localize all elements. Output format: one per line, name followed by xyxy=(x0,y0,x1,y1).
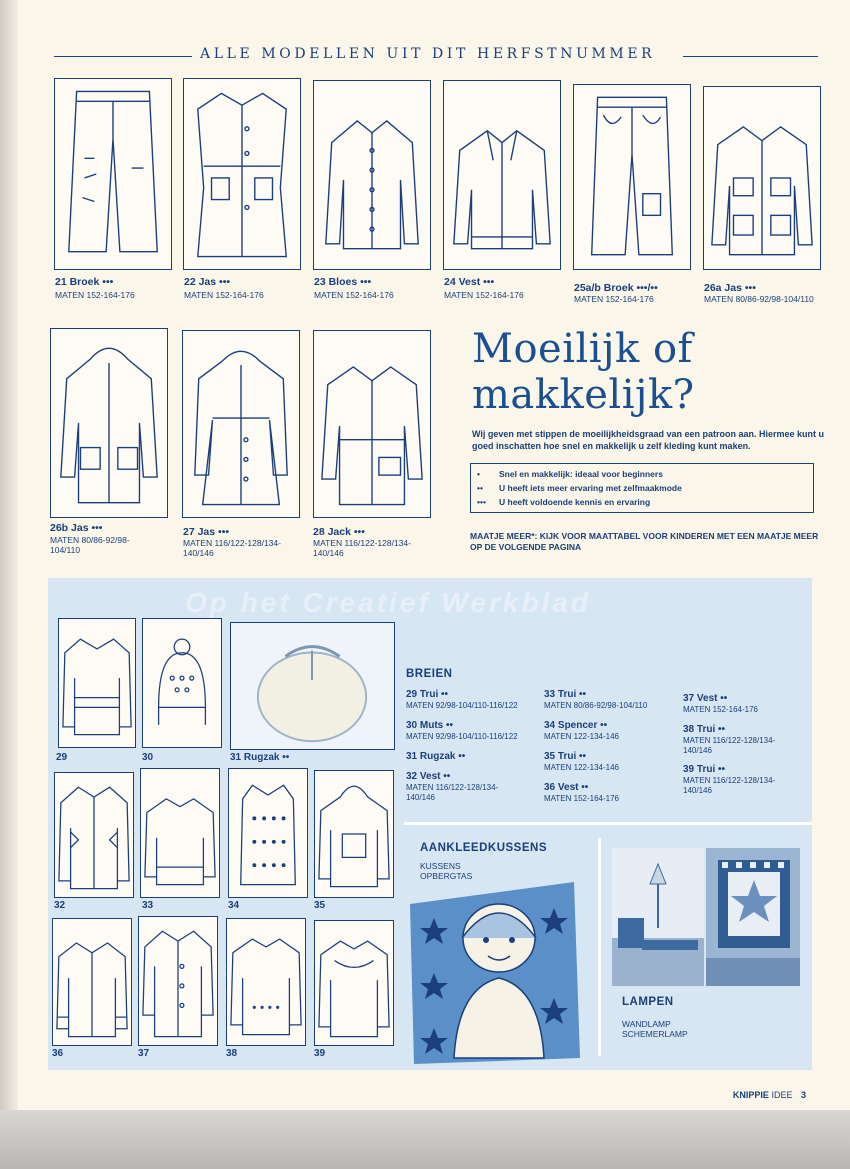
lampen-heading: LAMPEN xyxy=(622,996,674,1008)
long-coat-drawing-icon xyxy=(184,79,300,269)
knit-cardigan-sketch-icon xyxy=(55,773,133,897)
breien-item-30-title: 30 Muts •• xyxy=(406,720,454,731)
lamp-photo-left[interactable] xyxy=(612,848,704,986)
breien-item-36-title: 36 Vest •• xyxy=(544,782,589,793)
model-28-title: 28 Jack ••• xyxy=(313,526,365,538)
creatief-title: Op het Creatief Werkblad xyxy=(185,587,592,618)
model-23-drawing[interactable] xyxy=(313,80,431,270)
star-cushion-photo-icon xyxy=(404,878,584,1066)
breien-item-37-title: 37 Vest •• xyxy=(683,693,728,704)
yoke-sweater-sketch-icon xyxy=(315,921,393,1045)
legend-dots-3: ••• xyxy=(477,497,486,507)
model-22-sizes: MATEN 152-164-176 xyxy=(184,290,264,300)
page-bottom-edge xyxy=(0,1110,850,1169)
thumb-number-31: 31 Rugzak •• xyxy=(230,752,290,763)
breien-item-38-sizes: MATEN 116/122-128/134-140/146 xyxy=(683,736,776,755)
difficulty-legend xyxy=(470,463,814,513)
model-28-drawing[interactable] xyxy=(313,330,431,518)
knit-34-thumb[interactable] xyxy=(228,768,308,898)
model-24-sizes: MATEN 152-164-176 xyxy=(444,290,524,300)
cardigan-drawing-icon xyxy=(444,81,560,269)
breien-item-39-sizes: MATEN 116/122-128/134-140/146 xyxy=(683,776,776,795)
knit-32-thumb[interactable] xyxy=(54,772,134,898)
knit-36-thumb[interactable] xyxy=(52,918,132,1046)
thumb-number-36: 36 xyxy=(52,1048,64,1059)
knit-sweater-sketch-icon xyxy=(141,769,219,897)
knit-35-thumb[interactable] xyxy=(314,770,394,898)
difficulty-heading-line1: Moeilijk of xyxy=(472,326,693,372)
page-footer xyxy=(733,1090,806,1100)
backpack-photo-icon xyxy=(231,623,394,749)
thumb-number-37: 37 xyxy=(138,1048,150,1059)
breien-item-30-sizes: MATEN 92/98-104/110-116/122 xyxy=(406,732,518,741)
knit-hat-sketch-icon xyxy=(143,619,221,747)
knit-38-thumb[interactable] xyxy=(226,918,306,1046)
spencer-sketch-icon xyxy=(229,769,307,897)
panel-divider-vertical xyxy=(598,838,601,1056)
breien-item-37 xyxy=(683,693,793,715)
panel-divider-horizontal xyxy=(404,822,812,825)
knit-29-thumb[interactable] xyxy=(58,618,136,748)
breien-item-39 xyxy=(683,764,793,795)
knit-30-thumb[interactable] xyxy=(142,618,222,748)
model-26a-sizes: MATEN 80/86-92/98-104/110 xyxy=(704,294,814,304)
breien-item-32-sizes: MATEN 116/122-128/134-140/146 xyxy=(406,783,499,802)
thumb-number-29: 29 xyxy=(56,752,68,763)
jeans-drawing-icon xyxy=(574,85,690,269)
breien-item-29 xyxy=(406,689,541,711)
header-rule-right xyxy=(683,56,818,57)
jack-drawing-icon xyxy=(314,331,430,517)
hooded-coat-drawing-icon xyxy=(51,329,167,517)
breien-item-39-title: 39 Trui •• xyxy=(683,764,726,775)
model-27-sizes: MATEN 116/122-128/134-140/146 xyxy=(183,538,281,558)
breien-heading: BREIEN xyxy=(406,668,453,680)
legend-row-3 xyxy=(477,495,807,509)
difficulty-intro: Wij geven met stippen de moeilijkheidsgraad van een patroon aan. Hiermee kunt u goed inschatten hoe snel en makkelijk u zelf kleding kunt maken. xyxy=(472,429,825,451)
header-rule-left xyxy=(54,56,192,57)
aankleed-sub-kussens: KUSSENS xyxy=(420,861,461,871)
legend-text-2: U heeft iets meer ervaring met zelfmaakmode xyxy=(499,483,682,493)
aankleed-heading: AANKLEEDKUSSENS xyxy=(420,842,547,854)
footer-brand: KNIPPIE xyxy=(732,1090,769,1100)
model-25-sizes: MATEN 152-164-176 xyxy=(574,294,654,304)
girls-coat-drawing-icon xyxy=(183,331,299,517)
difficulty-heading xyxy=(472,326,695,418)
model-21-sizes: MATEN 152-164-176 xyxy=(55,290,135,300)
breien-item-31-title: 31 Rugzak •• xyxy=(406,751,466,762)
model-26a-drawing[interactable] xyxy=(703,86,821,270)
lampen-sub-wandlamp: WANDLAMP xyxy=(622,1019,671,1029)
knit-39-thumb[interactable] xyxy=(314,920,394,1046)
star-lampshade-photo-icon xyxy=(706,848,800,986)
breien-item-34-title: 34 Spencer •• xyxy=(544,720,608,731)
thumb-number-30: 30 xyxy=(142,752,154,763)
legend-dots-1: • xyxy=(477,469,480,479)
footer-brand-idee: IDEE xyxy=(771,1090,793,1100)
breien-item-30 xyxy=(406,720,541,742)
wall-lamp-photo-icon xyxy=(612,848,704,986)
model-25-drawing[interactable] xyxy=(573,84,691,270)
model-23-title: 23 Bloes ••• xyxy=(314,276,372,288)
lampen-sub-schemerlamp: SCHEMERLAMP xyxy=(622,1029,688,1039)
breien-item-31 xyxy=(406,751,541,763)
model-21-title: 21 Broek ••• xyxy=(55,276,114,288)
breien-item-37-sizes: MATEN 152-164-176 xyxy=(683,705,758,714)
model-26b-sizes: MATEN 80/86-92/98-104/110 xyxy=(50,535,130,555)
breien-item-33-sizes: MATEN 80/86-92/98-104/110 xyxy=(544,701,648,710)
breien-item-32-title: 32 Vest •• xyxy=(406,771,451,782)
thumb-number-39: 39 xyxy=(314,1048,326,1059)
breien-item-34-sizes: MATEN 122-134-146 xyxy=(544,732,619,741)
legend-dots-2: •• xyxy=(477,483,483,493)
breien-item-29-title: 29 Trui •• xyxy=(406,689,449,700)
breien-item-35 xyxy=(544,751,679,773)
model-24-title: 24 Vest ••• xyxy=(444,276,495,288)
zip-cardigan-sketch-icon xyxy=(53,919,131,1045)
hooded-sweater-sketch-icon xyxy=(315,771,393,897)
breien-item-36 xyxy=(544,782,679,804)
model-26a-title: 26a Jas ••• xyxy=(704,282,756,294)
breien-item-38-title: 38 Trui •• xyxy=(683,724,726,735)
legend-row-1 xyxy=(477,467,807,481)
page-binding-shadow xyxy=(0,0,18,1169)
size-note: MAATJE MEER*: KIJK VOOR MAATTABEL VOOR KINDEREN MET EEN MAATJE MEER OP DE VOLGENDE PAGINA xyxy=(470,531,819,552)
breien-item-29-sizes: MATEN 92/98-104/110-116/122 xyxy=(406,701,518,710)
model-28-sizes: MATEN 116/122-128/134-140/146 xyxy=(313,538,411,558)
breien-item-34 xyxy=(544,720,679,742)
thumb-number-32: 32 xyxy=(54,900,66,911)
thumb-number-38: 38 xyxy=(226,1048,238,1059)
model-22-title: 22 Jas ••• xyxy=(184,276,231,288)
model-27-title: 27 Jas ••• xyxy=(183,526,230,538)
legend-row-2 xyxy=(477,481,807,495)
model-27-drawing[interactable] xyxy=(182,330,300,518)
knit-37-thumb[interactable] xyxy=(138,916,218,1046)
legend-text-3: U heeft voldoende kennis en ervaring xyxy=(499,497,651,507)
trousers-drawing-icon xyxy=(55,79,171,269)
patterned-sweater-sketch-icon xyxy=(227,919,305,1045)
knit-31-photo[interactable] xyxy=(230,622,395,750)
model-26b-drawing[interactable] xyxy=(50,328,168,518)
breien-item-35-title: 35 Trui •• xyxy=(544,751,587,762)
legend-text-1: Snel en makkelijk: ideaal voor beginners xyxy=(499,469,663,479)
model-21-drawing[interactable] xyxy=(54,78,172,270)
breien-item-38 xyxy=(683,724,793,755)
breien-item-35-sizes: MATEN 122-134-146 xyxy=(544,763,619,772)
knit-33-thumb[interactable] xyxy=(140,768,220,898)
blouse-drawing-icon xyxy=(314,81,430,269)
thumb-number-33: 33 xyxy=(142,900,154,911)
thumb-number-35: 35 xyxy=(314,900,326,911)
model-25-title: 25a/b Broek •••/•• xyxy=(574,282,658,294)
lamp-photo-right[interactable] xyxy=(706,848,800,986)
model-24-drawing[interactable] xyxy=(443,80,561,270)
kids-jacket-drawing-icon xyxy=(704,87,820,269)
thumb-number-34: 34 xyxy=(228,900,240,911)
model-23-sizes: MATEN 152-164-176 xyxy=(314,290,394,300)
model-26b-title: 26b Jas ••• xyxy=(50,522,103,534)
cushion-photo[interactable] xyxy=(404,878,584,1066)
breien-item-32 xyxy=(406,771,541,802)
breien-item-33 xyxy=(544,689,679,711)
breien-item-36-sizes: MATEN 152-164-176 xyxy=(544,794,619,803)
model-22-drawing[interactable] xyxy=(183,78,301,270)
difficulty-heading-line2: makkelijk? xyxy=(472,372,695,418)
sweater-sketch-icon xyxy=(59,619,135,747)
footer-page-number: 3 xyxy=(800,1090,806,1100)
breien-item-33-title: 33 Trui •• xyxy=(544,689,587,700)
page-header-title: ALLE MODELLEN UIT DIT HERFSTNUMMER xyxy=(200,46,656,62)
aankleed-sub-opbergtas: OPBERGTAS xyxy=(420,871,473,881)
long-vest-sketch-icon xyxy=(139,917,217,1045)
